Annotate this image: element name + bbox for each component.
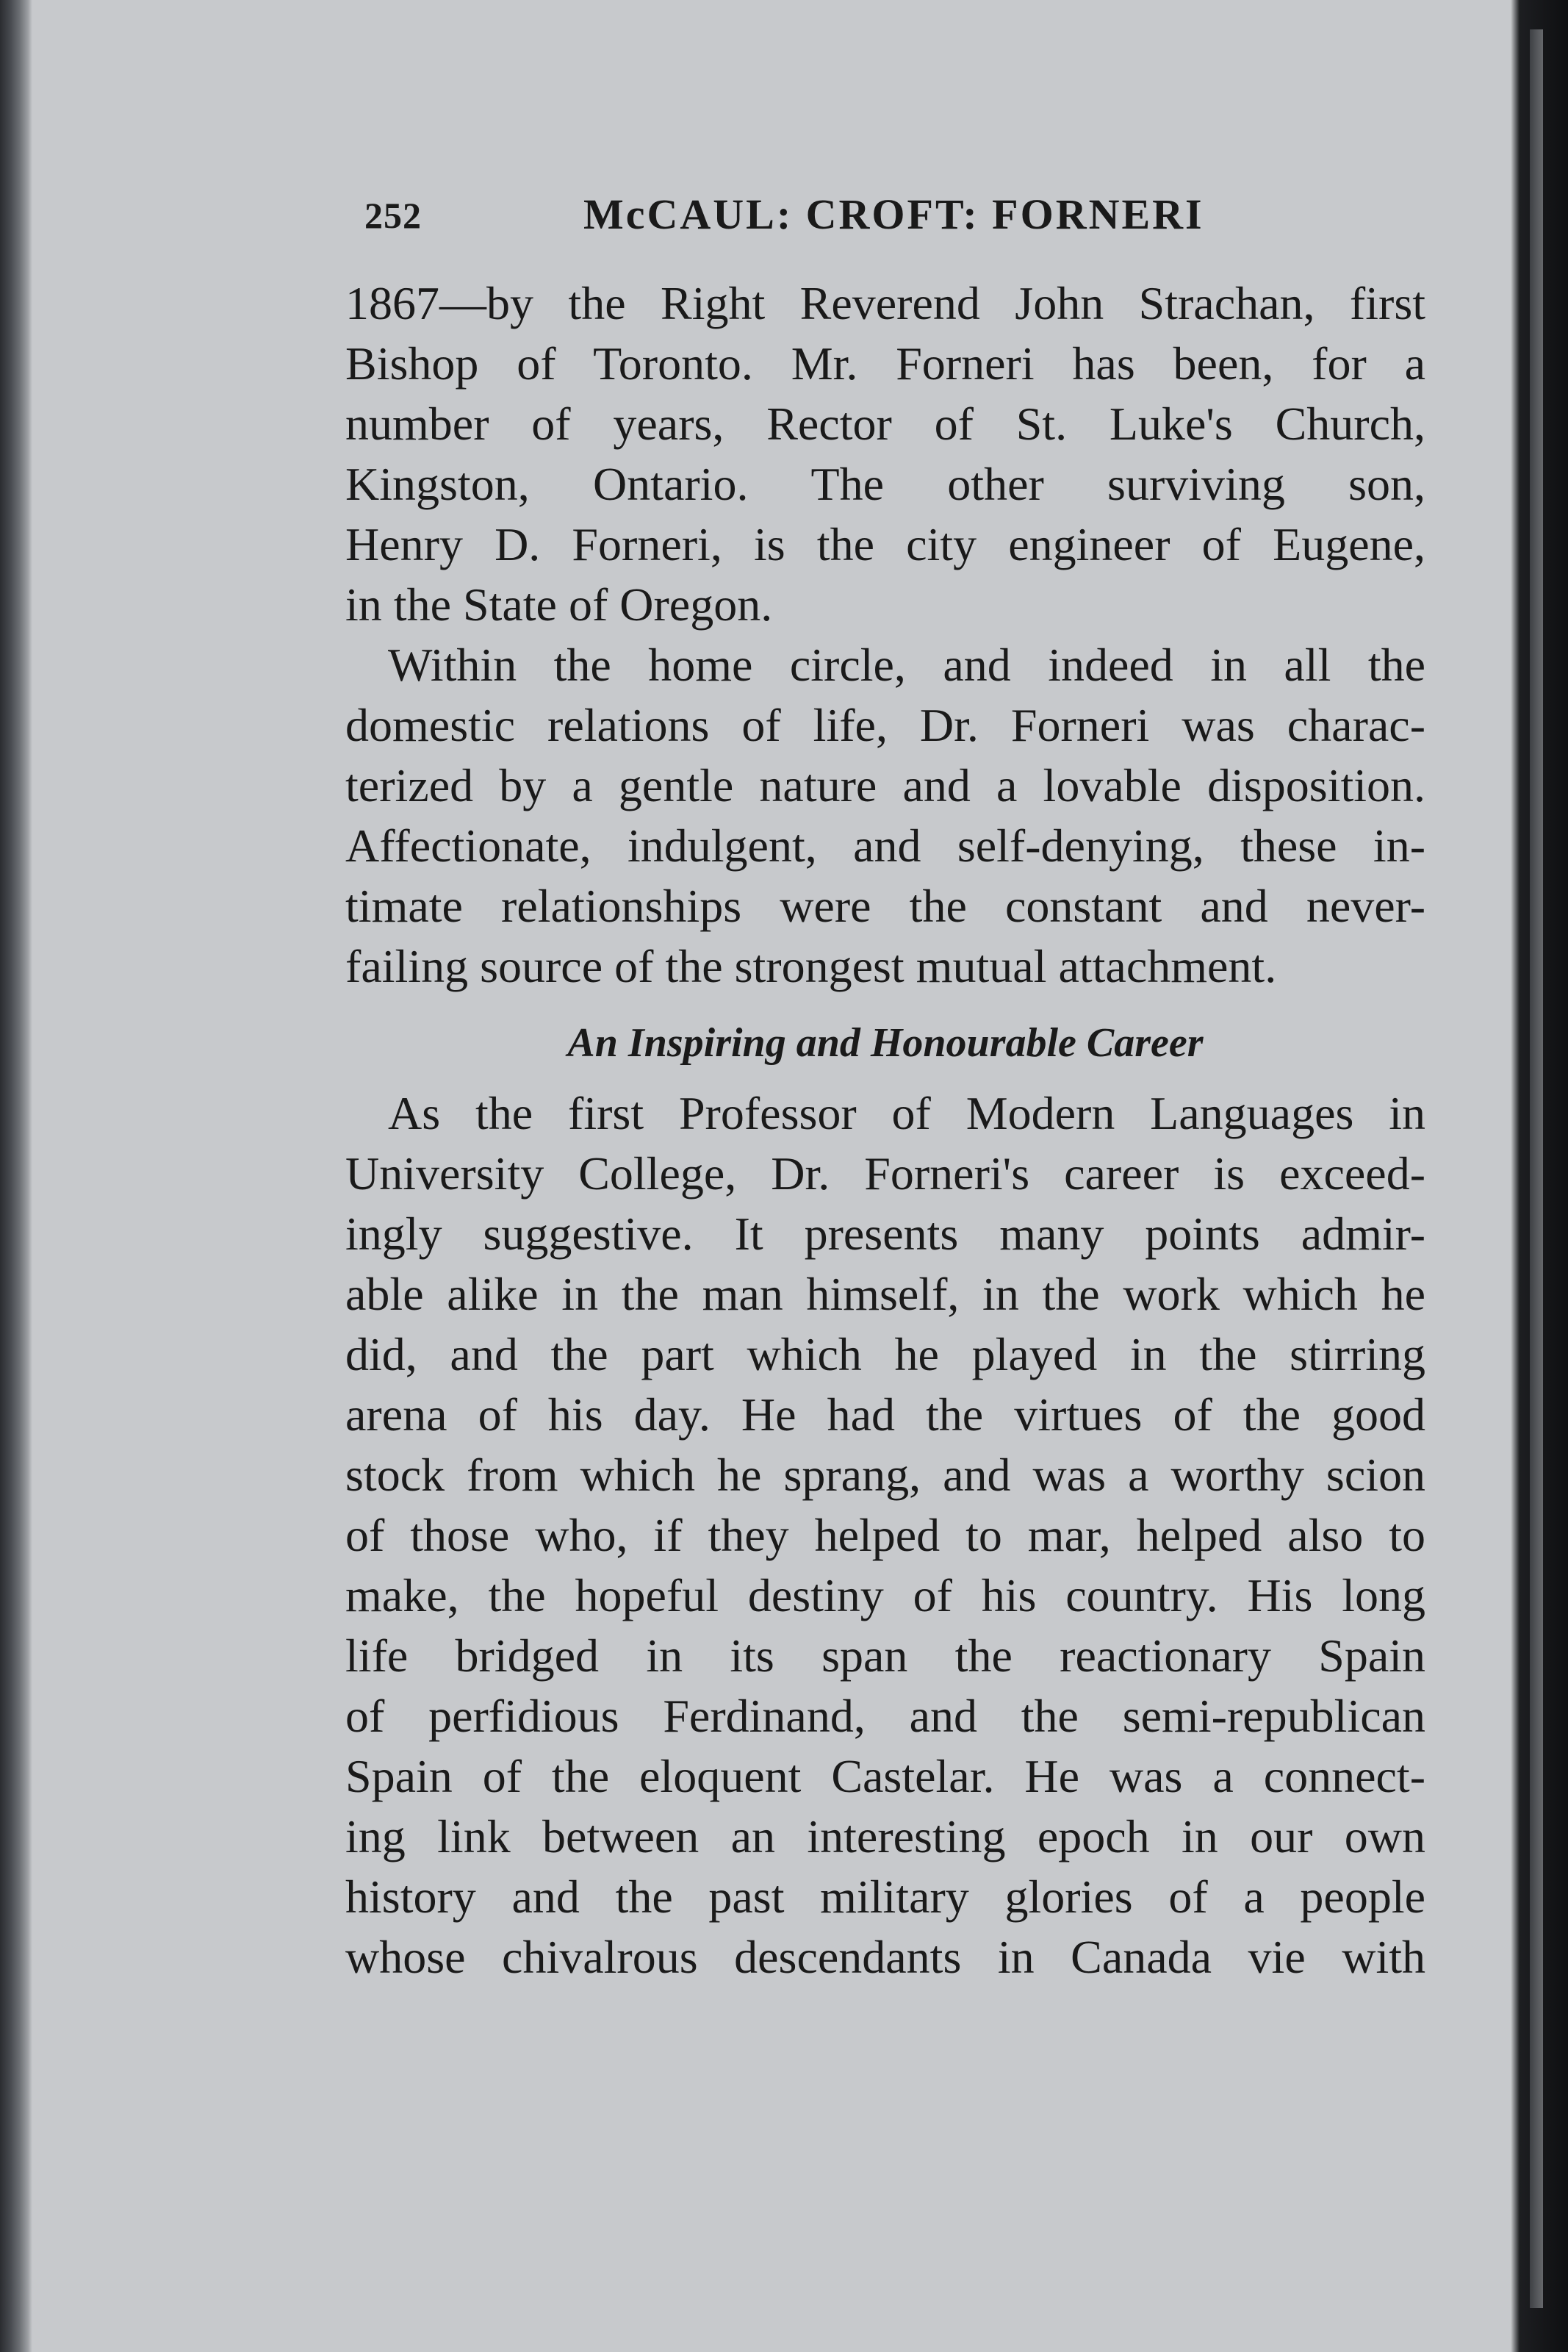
text-line: Henry D. Forneri, is the city engineer of Eugene, [345, 518, 1425, 570]
text-line: arena of his day. He had the virtues of the good [345, 1388, 1425, 1441]
text-line: ingly suggestive. It presents many points admir- [345, 1208, 1425, 1260]
text-line: of perfidious Ferdinand, and the semi-republican [345, 1690, 1425, 1742]
text-line: As the first Professor of Modern Languages in [388, 1087, 1425, 1139]
text-line: able alike in the man himself, in the work which he [345, 1268, 1425, 1320]
page-edge-highlight [1530, 29, 1543, 2308]
page-number: 252 [364, 195, 422, 236]
text-line: Kingston, Ontario. The other surviving son, [345, 458, 1425, 510]
text-line: life bridged in its span the reactionary Spain [345, 1629, 1425, 1682]
text-line: Within the home circle, and indeed in all the [388, 639, 1425, 691]
text-line: of those who, if they helped to mar, helped also to [345, 1509, 1425, 1561]
section-heading: An Inspiring and Honourable Career [567, 1020, 1204, 1066]
text-line: failing source of the strongest mutual attachment. [345, 940, 1277, 992]
text-line: University College, Dr. Forneri's career is exceed- [345, 1147, 1425, 1200]
text-line: 1867—by the Right Reverend John Strachan, first [345, 277, 1425, 329]
text-line: whose chivalrous descendants in Canada vie with [345, 1931, 1425, 1983]
text-line: ing link between an interesting epoch in our own [345, 1810, 1425, 1862]
text-line: Spain of the eloquent Castelar. He was a connect- [345, 1750, 1425, 1802]
text-line: in the State of Oregon. [345, 578, 773, 631]
text-line: Bishop of Toronto. Mr. Forneri has been, for a [345, 337, 1425, 390]
text-line: Affectionate, indulgent, and self-denying, these in- [345, 820, 1425, 872]
text-line: history and the past military glories of a people [345, 1871, 1425, 1923]
text-line: number of years, Rector of St. Luke's Church, [345, 398, 1425, 450]
page-binding-shadow [0, 0, 32, 2352]
text-line: make, the hopeful destiny of his country. His long [345, 1569, 1425, 1621]
text-line: domestic relations of life, Dr. Forneri was charac- [345, 699, 1425, 751]
text-line: stock from which he sprang, and was a worthy scion [345, 1449, 1425, 1501]
page-header [364, 190, 1408, 248]
text-line: timate relationships were the constant and never- [345, 880, 1425, 932]
text-line: terized by a gentle nature and a lovable disposition. [345, 759, 1425, 811]
text-line: did, and the part which he played in the stirring [345, 1328, 1425, 1380]
body-text [345, 273, 1425, 1987]
running-title: McCAUL: CROFT: FORNERI [583, 190, 1204, 238]
